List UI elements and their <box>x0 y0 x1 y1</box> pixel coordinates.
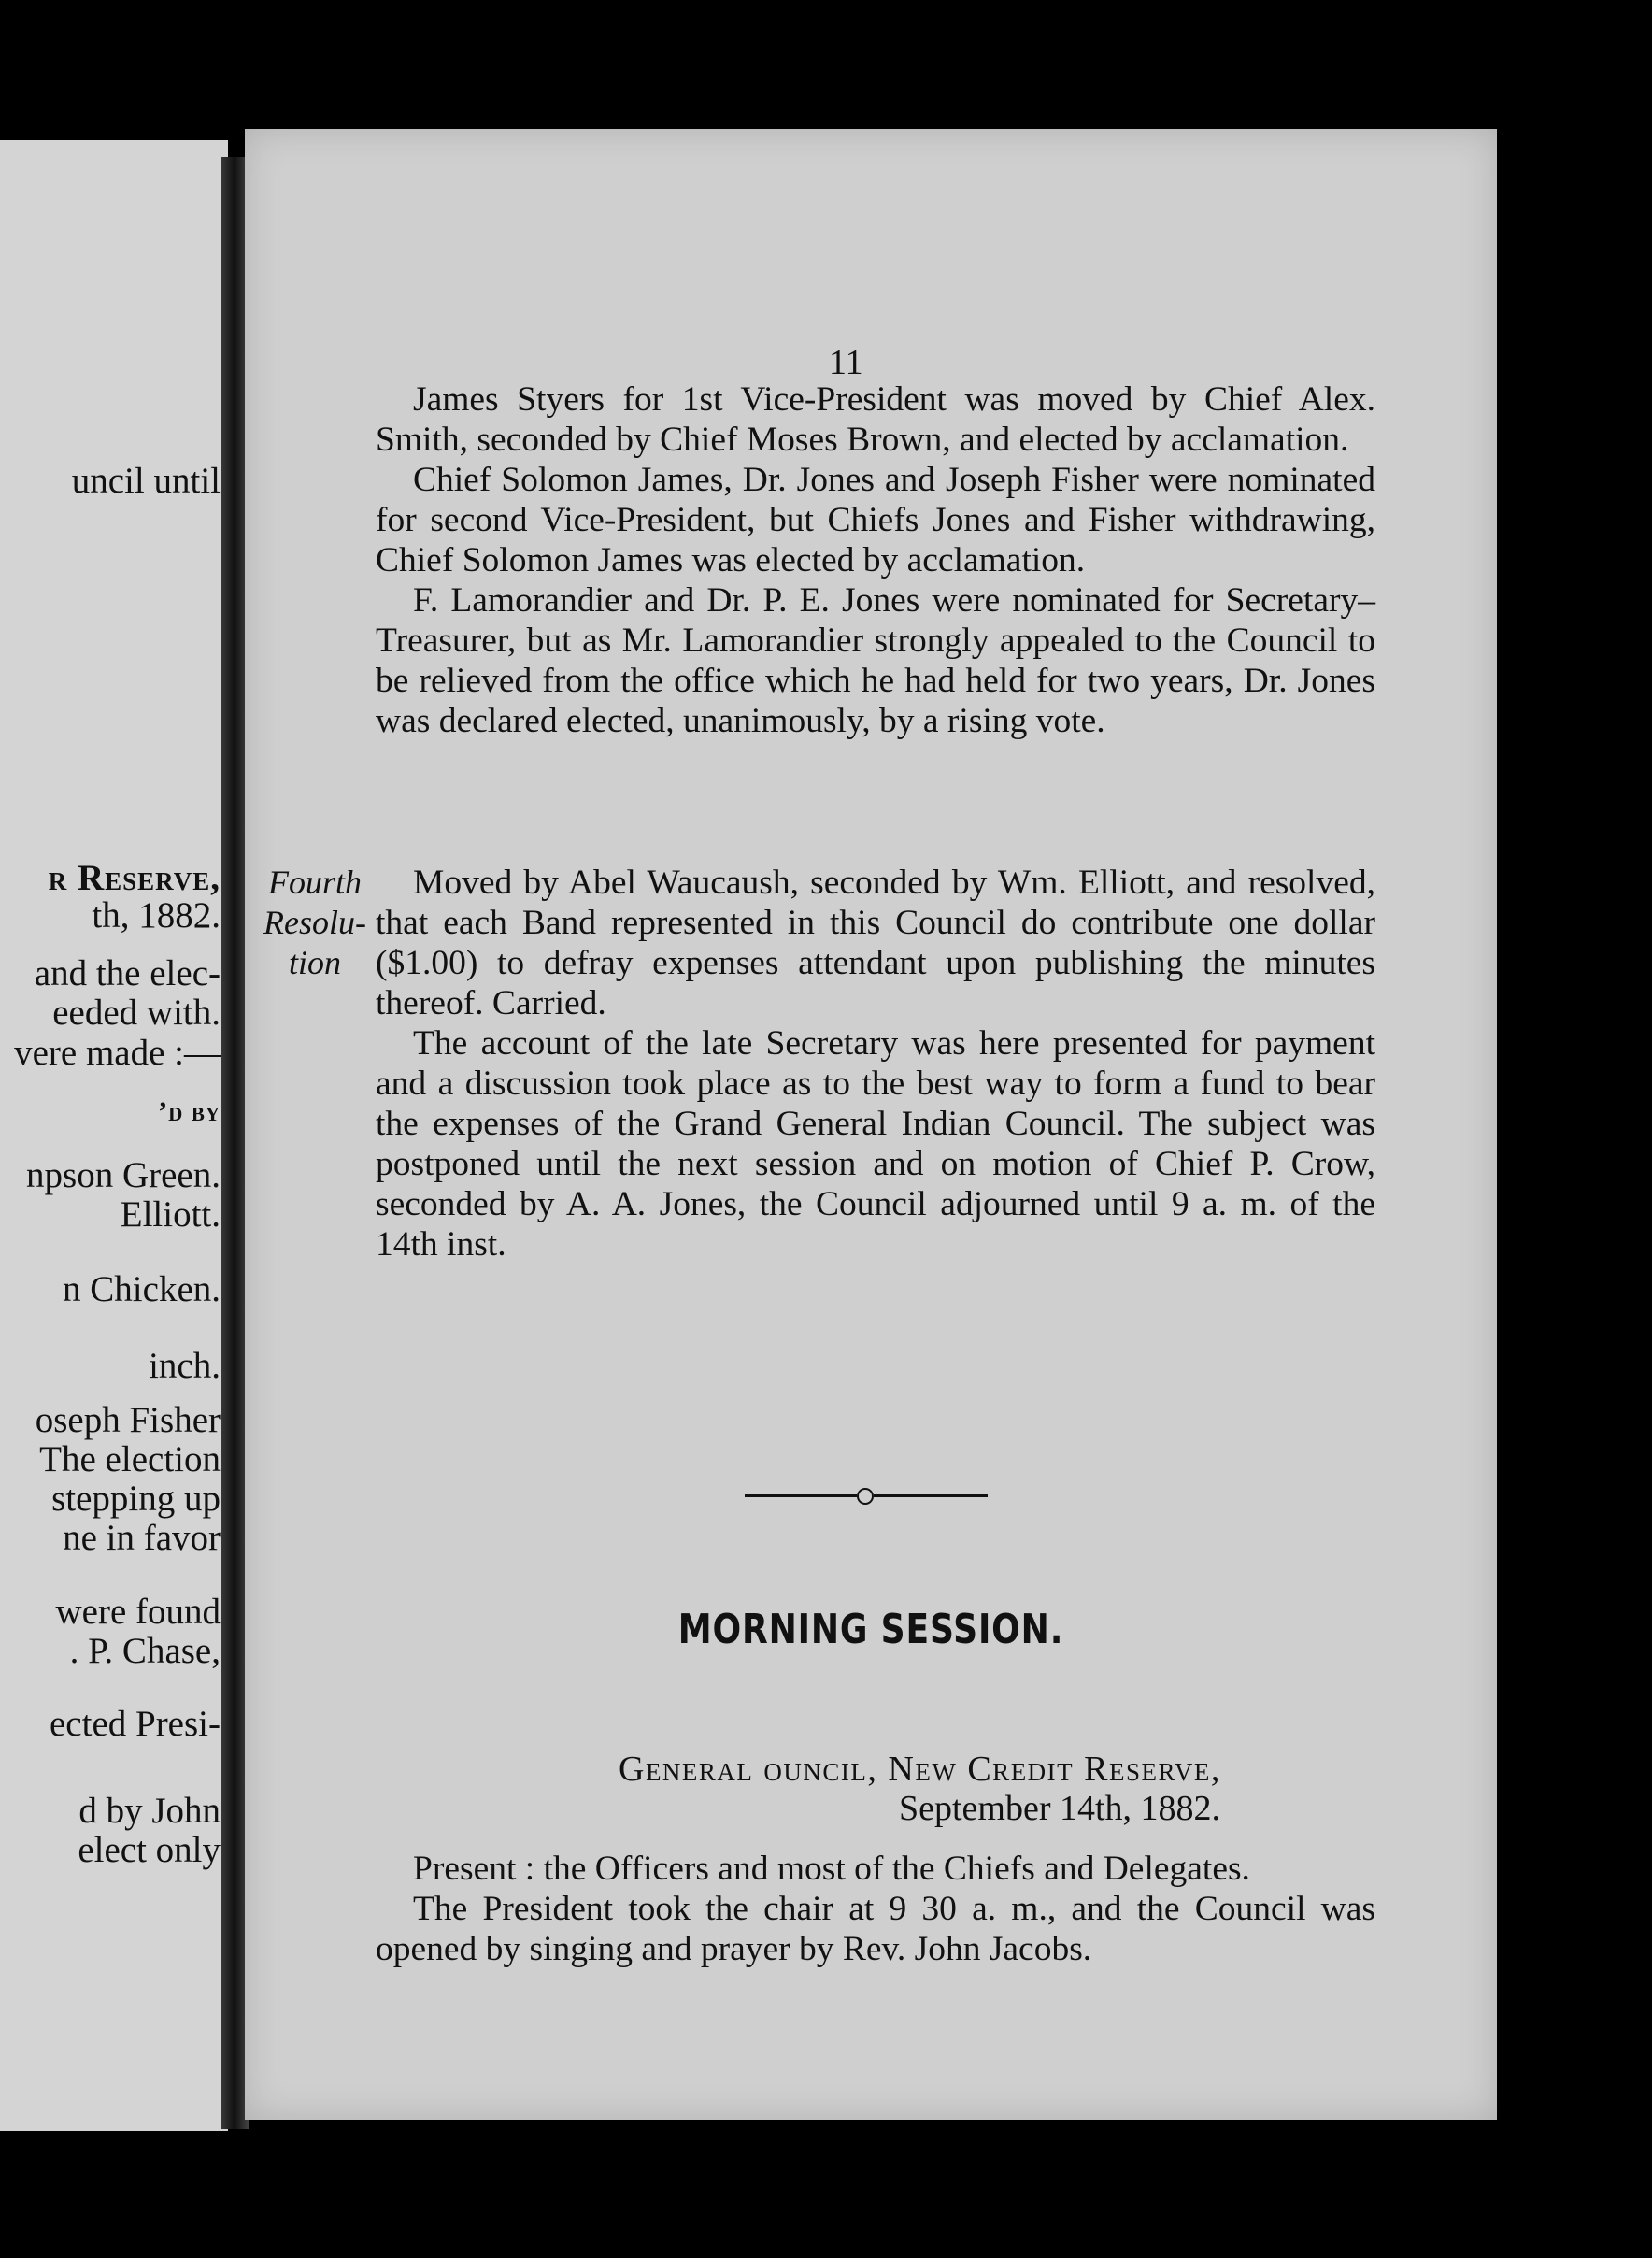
page-number: 11 <box>829 343 863 382</box>
left-page-line: vere made :— <box>14 1033 221 1073</box>
left-page-line: were found <box>55 1592 221 1632</box>
dateline-place: General ouncil, New Credit Reserve, <box>619 1750 1221 1789</box>
session-title: MORNING SESSION. <box>677 1606 1064 1653</box>
left-page-line: eeded with. <box>52 993 221 1033</box>
left-page-line: Elliott. <box>120 1194 221 1235</box>
left-page-line: ne in favor <box>63 1518 221 1558</box>
left-page-line: npson Green. <box>26 1155 221 1195</box>
nomination-paragraphs <box>376 379 1375 741</box>
left-page-line: th, 1882. <box>92 895 221 936</box>
paragraph: James Styers for 1st Vice-President was moved by Chief Alex. Smith, seconded by Chief Moses Brown, and elected by acclamation. <box>376 380 1375 459</box>
left-page-line: and the elec- <box>34 953 221 993</box>
left-page-line: The election <box>39 1439 221 1479</box>
paragraph: The account of the late Secretary was here presented for payment and a discussion took place as to the best way to form a fund to bear the expenses of the Grand General Indian Council. The subject was postponed until the next session and on motion of Chief P. Crow, seconded by A. A. Jones, the Council adjourned until 9 a. m. of the 14th inst. <box>376 1024 1375 1264</box>
main-page <box>245 129 1497 2120</box>
left-page-line: oseph Fisher <box>35 1400 221 1440</box>
left-page-line: . P. Chase, <box>69 1631 221 1671</box>
paragraph: F. Lamorandier and Dr. P. E. Jones were nominated for Secretary–Treasurer, but as Mr. Lamorandier strongly appealed to the Council to be relieved from the office which he had held for two years, Dr. Jones was declared elected, unanimously, by a rising vote. <box>376 581 1375 740</box>
left-page-line: n Chicken. <box>63 1269 221 1309</box>
left-page-line: uncil until <box>71 461 221 501</box>
adjacent-left-page <box>0 140 228 2131</box>
paragraph: Present : the Officers and most of the Chiefs and Delegates. <box>413 1850 1250 1888</box>
left-page-line: d by John <box>78 1791 221 1831</box>
section-divider <box>745 1484 988 1507</box>
left-page-line: inch. <box>149 1346 221 1386</box>
resolution-paragraphs <box>376 863 1375 1265</box>
left-page-line: stepping up <box>51 1479 221 1519</box>
left-page-line: ected Presi- <box>49 1704 221 1744</box>
session-paragraphs <box>376 1849 1375 1969</box>
left-page-line: elect only <box>78 1830 221 1870</box>
left-page-line: r Reserve, <box>48 858 221 898</box>
left-page-line: ’d by <box>158 1096 221 1127</box>
paragraph: Chief Solomon James, Dr. Jones and Joseph Fisher were nominated for second Vice-President, but Chiefs Jones and Fisher withdrawing, Chief Solomon James was elected by acclamation. <box>376 461 1375 579</box>
paragraph: The President took the chair at 9 30 a. m., and the Council was opened by singing and prayer by Rev. John Jacobs. <box>376 1890 1375 1968</box>
paragraph: Moved by Abel Waucaush, seconded by Wm. Elliott, and resolved, that each Band represented in this Council do contribute one dollar ($1.00) to defray expenses attendant upon publishing the minutes thereof. Carried. <box>376 864 1375 1022</box>
dateline-date: September 14th, 1882. <box>899 1789 1221 1828</box>
marginal-note: Fourth Resolu- tion <box>263 864 366 981</box>
